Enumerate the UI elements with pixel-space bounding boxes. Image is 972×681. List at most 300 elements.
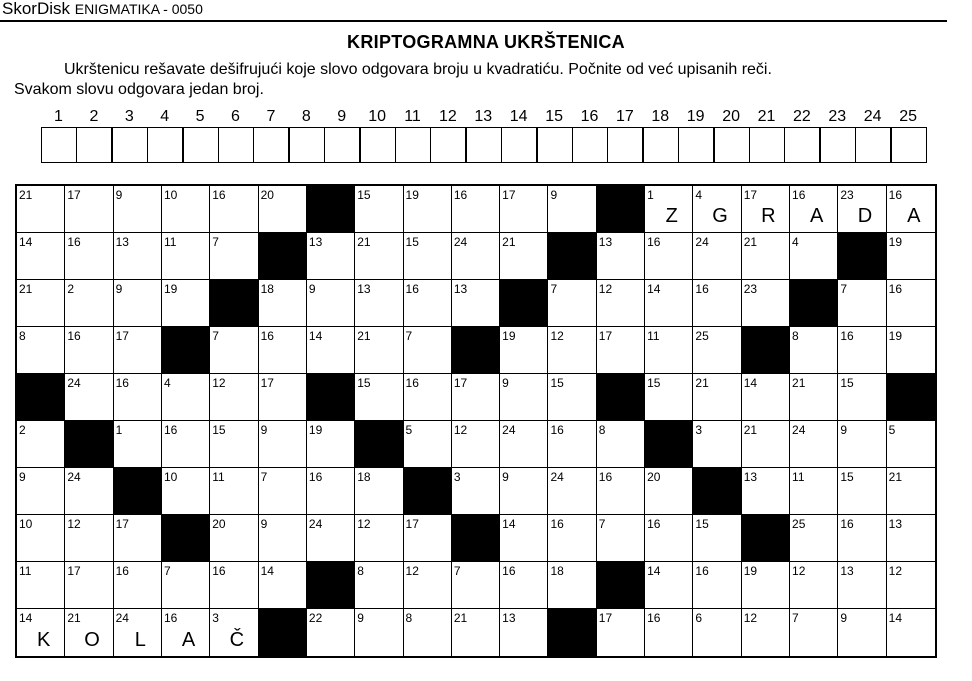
grid-cell[interactable] (597, 609, 645, 656)
cell-number: 9 (260, 423, 268, 437)
grid-cell[interactable] (548, 562, 596, 609)
grid-cell[interactable] (742, 562, 790, 609)
cell-number: 14 (502, 517, 516, 531)
cell-number: 9 (115, 188, 123, 202)
black-cell (307, 562, 355, 609)
grid-cell[interactable] (259, 562, 307, 609)
grid-cell[interactable] (17, 468, 65, 515)
grid-cell[interactable] (645, 327, 693, 374)
grid-cell[interactable] (162, 186, 210, 233)
grid-cell[interactable] (597, 327, 645, 374)
grid-cell[interactable] (404, 327, 452, 374)
grid-cell[interactable] (742, 186, 790, 233)
cell-number: 9 (308, 282, 316, 296)
cell-number: 14 (260, 564, 274, 578)
cell-number: 20 (647, 470, 661, 484)
grid-cell[interactable] (790, 186, 838, 233)
grid-cell[interactable] (259, 327, 307, 374)
cell-number: 5 (405, 423, 413, 437)
cell-number: 16 (115, 564, 129, 578)
legend-number-1: 1 (54, 108, 63, 125)
grid-cell[interactable] (404, 280, 452, 327)
grid-cell[interactable] (210, 327, 258, 374)
grid-cell[interactable] (404, 609, 452, 656)
legend-box-18[interactable] (643, 127, 679, 163)
cell-number: 13 (308, 235, 323, 249)
cell-number: 7 (260, 470, 268, 484)
grid-cell[interactable] (404, 233, 452, 280)
cell-number: 16 (115, 376, 129, 390)
grid-cell[interactable] (887, 233, 935, 280)
grid-cell[interactable] (65, 374, 113, 421)
grid-cell[interactable] (17, 562, 65, 609)
cell-number: 21 (888, 470, 903, 484)
grid-cell[interactable] (887, 562, 935, 609)
legend-number-7: 7 (266, 108, 276, 125)
grid-cell[interactable] (500, 374, 548, 421)
legend-box-14[interactable] (501, 127, 537, 163)
legend-number-21: 21 (757, 108, 776, 125)
grid-cell[interactable] (500, 515, 548, 562)
cell-number: 1 (115, 423, 123, 437)
grid-cell[interactable] (742, 421, 790, 468)
grid-cell[interactable] (838, 327, 886, 374)
grid-cell[interactable] (307, 515, 355, 562)
black-cell (887, 374, 935, 421)
black-cell (790, 280, 838, 327)
grid-cell[interactable] (693, 515, 741, 562)
cell-number: 24 (115, 611, 129, 625)
legend-box-3[interactable] (112, 127, 148, 163)
grid-cell[interactable] (307, 327, 355, 374)
black-cell (838, 233, 886, 280)
grid-cell[interactable] (65, 280, 113, 327)
grid-cell[interactable] (693, 280, 741, 327)
grid-cell[interactable] (259, 515, 307, 562)
grid-cell[interactable] (17, 421, 65, 468)
grid-cell[interactable] (645, 186, 693, 233)
brand-name: SkorDisk (2, 0, 71, 18)
grid-cell[interactable] (355, 327, 403, 374)
legend-box-22[interactable] (784, 127, 820, 163)
grid-cell[interactable] (259, 468, 307, 515)
grid-cell[interactable] (790, 468, 838, 515)
grid-cell[interactable] (742, 280, 790, 327)
cell-number: 14 (647, 564, 661, 578)
grid-cell[interactable] (645, 515, 693, 562)
grid-cell[interactable] (452, 562, 500, 609)
grid-cell[interactable] (645, 233, 693, 280)
grid-cell[interactable] (790, 421, 838, 468)
cell-number: 12 (550, 329, 564, 343)
legend-number-16: 16 (580, 108, 599, 125)
grid-cell[interactable] (65, 562, 113, 609)
grid-cell[interactable] (838, 515, 886, 562)
grid-cell[interactable] (17, 233, 65, 280)
grid-cell[interactable] (65, 468, 113, 515)
grid-cell[interactable] (790, 609, 838, 656)
grid-cell[interactable] (355, 562, 403, 609)
cell-number: 12 (743, 611, 758, 625)
legend-box-15[interactable] (537, 127, 573, 163)
grid-cell[interactable] (693, 562, 741, 609)
grid-cell[interactable] (17, 186, 65, 233)
grid-cell[interactable] (210, 374, 258, 421)
grid-cell[interactable] (548, 421, 596, 468)
cell-number: 23 (840, 188, 854, 202)
cell-number: 3 (695, 423, 703, 437)
cell-number: 9 (357, 611, 364, 625)
cell-number: 24 (308, 517, 323, 531)
grid-cell[interactable] (355, 280, 403, 327)
cell-number: 16 (647, 517, 661, 531)
cell-number: 8 (19, 329, 26, 343)
grid-cell[interactable] (259, 280, 307, 327)
legend-box-10[interactable] (360, 127, 396, 163)
grid-cell[interactable] (838, 562, 886, 609)
cell-number: 17 (115, 329, 129, 343)
cell-number: 17 (405, 517, 419, 531)
legend-box-2[interactable] (76, 127, 112, 163)
cell-number: 7 (550, 282, 558, 296)
grid-cell[interactable] (838, 468, 886, 515)
cell-number: 18 (550, 564, 564, 578)
grid-cell[interactable] (742, 609, 790, 656)
legend-number-14: 14 (509, 108, 528, 125)
grid-cell[interactable] (887, 421, 935, 468)
grid-cell[interactable] (307, 421, 355, 468)
legend-box-25[interactable] (891, 127, 927, 163)
grid-cell[interactable] (500, 421, 548, 468)
legend-box-20[interactable] (714, 127, 750, 163)
cell-number: 14 (647, 282, 661, 296)
grid-cell[interactable] (693, 421, 741, 468)
grid-cell[interactable] (65, 609, 113, 656)
legend-number-12: 12 (438, 108, 457, 125)
grid-cell[interactable] (645, 280, 693, 327)
cell-number: 7 (840, 282, 848, 296)
grid-cell[interactable] (838, 280, 886, 327)
grid-cell[interactable] (548, 515, 596, 562)
cell-number: 16 (598, 470, 613, 484)
cell-number: 21 (19, 282, 33, 296)
grid-cell[interactable] (838, 186, 886, 233)
cell-number: 15 (647, 376, 661, 390)
grid-cell[interactable] (162, 609, 210, 656)
grid-cell[interactable] (114, 515, 162, 562)
grid-cell[interactable] (210, 233, 258, 280)
black-cell (742, 327, 790, 374)
grid-cell[interactable] (597, 421, 645, 468)
cell-number: 24 (67, 376, 81, 390)
grid-cell[interactable] (65, 515, 113, 562)
black-cell (17, 374, 65, 421)
cell-number: 14 (19, 235, 33, 249)
cell-number: 19 (163, 282, 178, 296)
grid-cell[interactable] (162, 374, 210, 421)
grid-cell[interactable] (452, 609, 500, 656)
legend-box-13[interactable] (466, 127, 502, 163)
cell-number: 16 (647, 611, 661, 625)
grid-cell[interactable] (838, 609, 886, 656)
cell-number: 7 (598, 517, 606, 531)
cell-number: 15 (840, 376, 854, 390)
cell-number: 1 (647, 188, 654, 202)
legend-box-16[interactable] (572, 127, 608, 163)
legend-box-12[interactable] (430, 127, 466, 163)
grid-cell[interactable] (355, 233, 403, 280)
grid-cell[interactable] (307, 609, 355, 656)
instructions-line-1: Ukrštenicu rešavate dešifrujući koje slovo odgovara broju u kvadratiću. Počnite od već upisanih reči. (64, 61, 772, 78)
grid-cell[interactable] (114, 421, 162, 468)
grid-cell[interactable] (162, 233, 210, 280)
grid-cell[interactable] (307, 468, 355, 515)
legend-number-8: 8 (301, 108, 311, 125)
grid-cell[interactable] (597, 468, 645, 515)
cell-letter: D (857, 205, 873, 227)
legend-box-7[interactable] (253, 127, 289, 163)
grid-cell[interactable] (790, 374, 838, 421)
legend-box-9[interactable] (324, 127, 360, 163)
grid-cell[interactable] (17, 515, 65, 562)
black-cell (548, 609, 596, 656)
grid-cell[interactable] (210, 562, 258, 609)
cell-number: 13 (840, 564, 854, 578)
grid-cell[interactable] (210, 515, 258, 562)
cell-number: 17 (115, 517, 129, 531)
cell-number: 24 (550, 470, 564, 484)
legend-box-1[interactable] (41, 127, 77, 163)
grid-cell[interactable] (355, 609, 403, 656)
grid-cell[interactable] (500, 233, 548, 280)
grid-cell[interactable] (307, 233, 355, 280)
cell-letter: Č (229, 629, 245, 651)
cell-number: 21 (792, 376, 806, 390)
cell-number: 10 (19, 517, 33, 531)
grid-cell[interactable] (693, 233, 741, 280)
legend-box-4[interactable] (147, 127, 183, 163)
grid-cell[interactable] (645, 468, 693, 515)
grid-cell[interactable] (452, 374, 500, 421)
black-cell (210, 280, 258, 327)
grid-cell[interactable] (548, 327, 596, 374)
black-cell (742, 515, 790, 562)
legend-box-19[interactable] (678, 127, 714, 163)
grid-cell[interactable] (17, 609, 65, 656)
grid-cell[interactable] (597, 280, 645, 327)
cell-letter: A (810, 205, 824, 227)
grid-cell[interactable] (548, 186, 596, 233)
grid-cell[interactable] (597, 515, 645, 562)
grid-cell[interactable] (500, 609, 548, 656)
legend-box-24[interactable] (855, 127, 891, 163)
grid-cell[interactable] (838, 421, 886, 468)
black-cell (452, 515, 500, 562)
grid-cell[interactable] (259, 374, 307, 421)
instructions-line-2: Svakom slovu odgovara jedan broj. (14, 81, 264, 98)
cell-number: 12 (357, 517, 371, 531)
grid-cell[interactable] (114, 186, 162, 233)
grid-cell[interactable] (355, 468, 403, 515)
grid-cell[interactable] (65, 327, 113, 374)
grid-cell[interactable] (452, 421, 500, 468)
cell-number: 10 (163, 470, 178, 484)
cell-number: 2 (19, 423, 26, 437)
cell-number: 13 (598, 235, 613, 249)
cell-number: 10 (163, 188, 178, 202)
grid-cell[interactable] (452, 280, 500, 327)
grid-cell[interactable] (693, 374, 741, 421)
grid-cell[interactable] (500, 562, 548, 609)
legend-box-21[interactable] (749, 127, 785, 163)
grid-cell[interactable] (500, 327, 548, 374)
cell-number: 7 (405, 329, 413, 343)
black-cell (162, 327, 210, 374)
cell-number: 7 (212, 235, 219, 249)
cell-number: 5 (888, 423, 896, 437)
grid-cell[interactable] (17, 280, 65, 327)
grid-cell[interactable] (404, 186, 452, 233)
grid-cell[interactable] (65, 186, 113, 233)
grid-cell[interactable] (790, 327, 838, 374)
grid-cell[interactable] (404, 421, 452, 468)
cell-number: 24 (695, 235, 709, 249)
grid-cell[interactable] (307, 280, 355, 327)
black-cell (355, 421, 403, 468)
legend-number-22: 22 (792, 108, 811, 125)
cell-number: 9 (115, 282, 123, 296)
cell-number: 4 (792, 235, 799, 249)
cell-number: 11 (212, 470, 225, 484)
grid-cell[interactable] (17, 327, 65, 374)
grid-cell[interactable] (355, 186, 403, 233)
grid-cell[interactable] (114, 562, 162, 609)
grid-cell[interactable] (210, 609, 258, 656)
legend-number-19: 19 (686, 108, 705, 125)
cell-number: 14 (308, 329, 323, 343)
grid-cell[interactable] (645, 609, 693, 656)
cell-number: 16 (67, 235, 81, 249)
cell-number: 16 (163, 423, 178, 437)
cell-number: 17 (453, 376, 468, 390)
cell-number: 16 (695, 564, 709, 578)
grid-cell[interactable] (210, 186, 258, 233)
grid-cell[interactable] (404, 374, 452, 421)
cell-number: 16 (840, 329, 854, 343)
legend-box-17[interactable] (607, 127, 643, 163)
grid-cell[interactable] (162, 421, 210, 468)
legend-box-8[interactable] (289, 127, 325, 163)
grid-cell[interactable] (887, 280, 935, 327)
cell-number: 16 (840, 517, 854, 531)
grid-cell[interactable] (259, 186, 307, 233)
grid-cell[interactable] (259, 421, 307, 468)
grid-cell[interactable] (65, 233, 113, 280)
cell-number: 15 (405, 235, 419, 249)
grid-cell[interactable] (597, 233, 645, 280)
cell-number: 20 (260, 188, 274, 202)
grid-cell[interactable] (790, 515, 838, 562)
grid-cell[interactable] (790, 562, 838, 609)
grid-cell[interactable] (114, 374, 162, 421)
legend-number-3: 3 (124, 108, 134, 125)
cell-letter: L (134, 629, 146, 651)
grid-cell[interactable] (645, 374, 693, 421)
legend-box-23[interactable] (820, 127, 856, 163)
grid-cell[interactable] (162, 562, 210, 609)
grid-cell[interactable] (162, 280, 210, 327)
grid-cell[interactable] (114, 280, 162, 327)
cell-number: 12 (598, 282, 613, 296)
legend-number-15: 15 (545, 108, 563, 125)
legend-box-6[interactable] (218, 127, 254, 163)
cell-number: 12 (67, 517, 81, 531)
grid-cell[interactable] (162, 468, 210, 515)
grid-cell[interactable] (210, 468, 258, 515)
cell-number: 16 (163, 611, 178, 625)
grid-cell[interactable] (355, 374, 403, 421)
grid-cell[interactable] (452, 233, 500, 280)
grid-cell[interactable] (742, 233, 790, 280)
grid-cell[interactable] (548, 280, 596, 327)
cell-number: 11 (647, 329, 660, 343)
grid-cell[interactable] (114, 327, 162, 374)
grid-cell[interactable] (548, 468, 596, 515)
cell-number: 15 (357, 188, 371, 202)
grid-cell[interactable] (645, 562, 693, 609)
cell-number: 9 (550, 188, 558, 202)
legend-box-11[interactable] (395, 127, 431, 163)
black-cell (597, 186, 645, 233)
grid-cell[interactable] (742, 468, 790, 515)
grid-cell[interactable] (452, 186, 500, 233)
grid-cell[interactable] (693, 609, 741, 656)
grid-cell[interactable] (887, 468, 935, 515)
legend-box-5[interactable] (183, 127, 219, 163)
grid-cell[interactable] (887, 327, 935, 374)
cell-number: 15 (212, 423, 226, 437)
grid-cell[interactable] (452, 468, 500, 515)
grid-cell[interactable] (887, 609, 935, 656)
grid-cell[interactable] (742, 374, 790, 421)
cell-number: 19 (308, 423, 323, 437)
grid-cell[interactable] (548, 374, 596, 421)
grid-cell[interactable] (838, 374, 886, 421)
cell-number: 24 (67, 470, 81, 484)
grid-cell[interactable] (887, 515, 935, 562)
grid-cell[interactable] (693, 327, 741, 374)
black-cell (693, 468, 741, 515)
cell-number: 12 (212, 376, 226, 390)
grid-cell[interactable] (210, 421, 258, 468)
grid-cell[interactable] (404, 515, 452, 562)
cell-letter: A (907, 205, 921, 227)
grid-cell[interactable] (404, 562, 452, 609)
cell-number: 11 (163, 235, 177, 249)
legend-number-25: 25 (899, 108, 917, 125)
cell-number: 13 (743, 470, 758, 484)
grid-cell[interactable] (114, 609, 162, 656)
grid-cell[interactable] (355, 515, 403, 562)
grid-cell[interactable] (790, 233, 838, 280)
legend-number-24: 24 (863, 108, 882, 125)
grid-cell[interactable] (114, 233, 162, 280)
grid-cell[interactable] (500, 186, 548, 233)
grid-cell[interactable] (887, 186, 935, 233)
cell-number: 24 (453, 235, 468, 249)
grid-cell[interactable] (500, 468, 548, 515)
grid-cell[interactable] (693, 186, 741, 233)
